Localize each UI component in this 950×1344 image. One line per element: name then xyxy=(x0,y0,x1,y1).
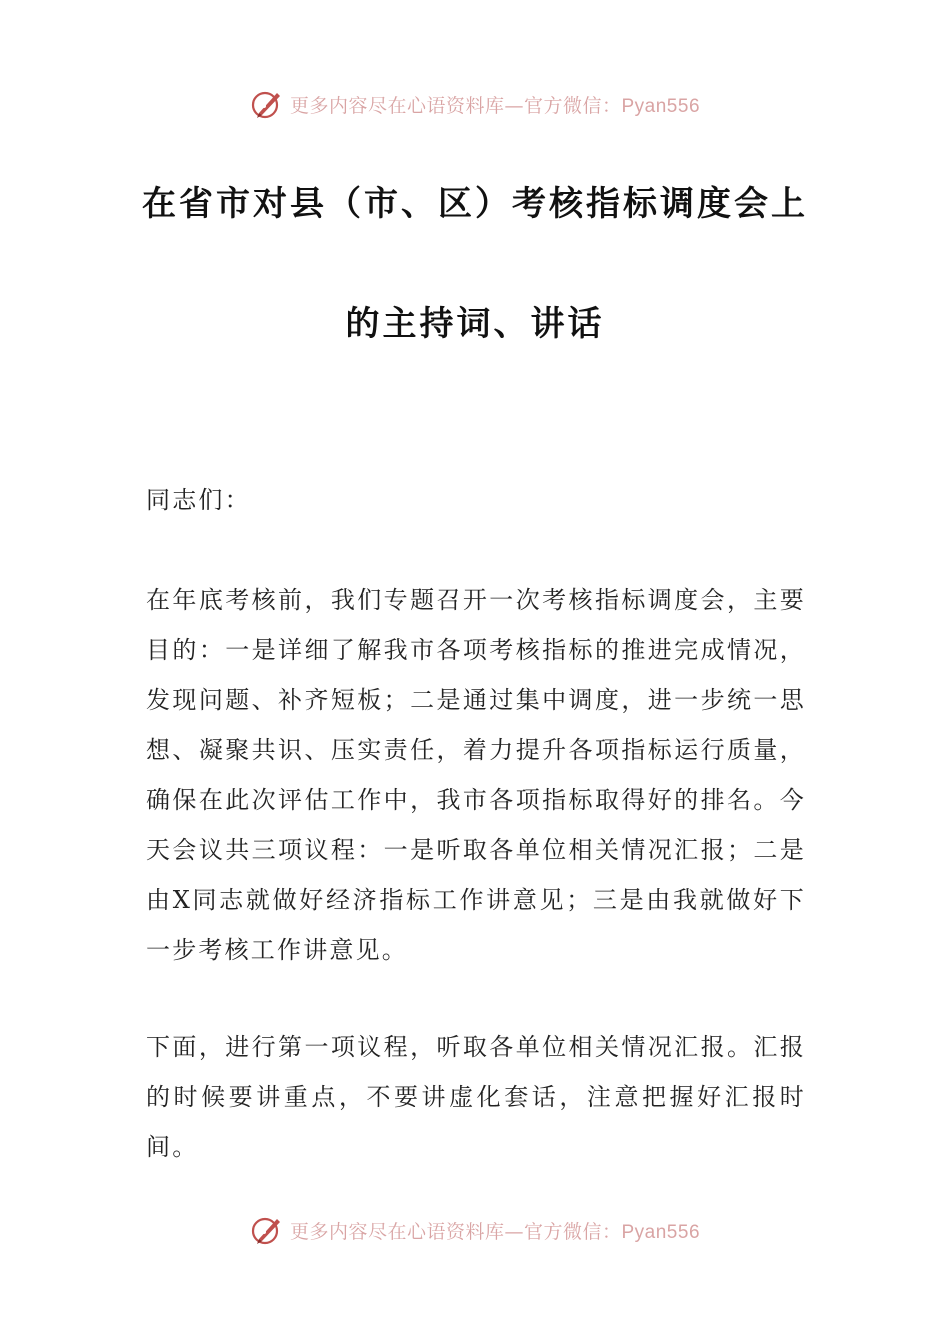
watermark-separator: — xyxy=(504,94,524,117)
body-paragraph-1: 在年底考核前，我们专题召开一次考核指标调度会，主要目的：一是详细了解我市各项考核指标的推进完成情况，发现问题、补齐短板；二是通过集中调度，进一步统一思想、凝聚共识、压实责任，着力提升各项指标运行质量，确保在此次评估工作中，我市各项指标取得好的排名。今天会议共三项议程：一是听取各单位相关情况汇报；二是由X同志就做好经济指标工作讲意见；三是由我就做好下一步考核工作讲意见。 xyxy=(146,586,806,964)
greeting: 同志们： xyxy=(146,486,251,514)
pen-circle-logo-icon xyxy=(250,1213,284,1247)
body-paragraph-2: 下面，进行第一项议程，听取各单位相关情况汇报。汇报的时候要讲重点，不要讲虚化套话，注意把握好汇报时间。 xyxy=(146,1033,806,1161)
watermark-site: 更多内容尽在心语资料库 xyxy=(289,1220,505,1243)
watermark-separator: — xyxy=(504,1220,524,1243)
footer-watermark-banner xyxy=(0,1210,950,1250)
document-title-line-1: 在省市对县（市、区）考核指标调度会上 xyxy=(142,184,808,224)
watermark-text xyxy=(290,91,700,118)
pen-circle-logo-icon xyxy=(250,87,284,121)
document-title-line-2: 的主持词、讲话 xyxy=(345,304,605,344)
watermark-wechat: 官方微信：Pyan556 xyxy=(524,95,701,117)
watermark-text xyxy=(290,1217,700,1244)
watermark-site: 更多内容尽在心语资料库 xyxy=(289,94,505,117)
watermark-wechat: 官方微信：Pyan556 xyxy=(524,1221,701,1243)
header-watermark-banner xyxy=(0,84,950,124)
